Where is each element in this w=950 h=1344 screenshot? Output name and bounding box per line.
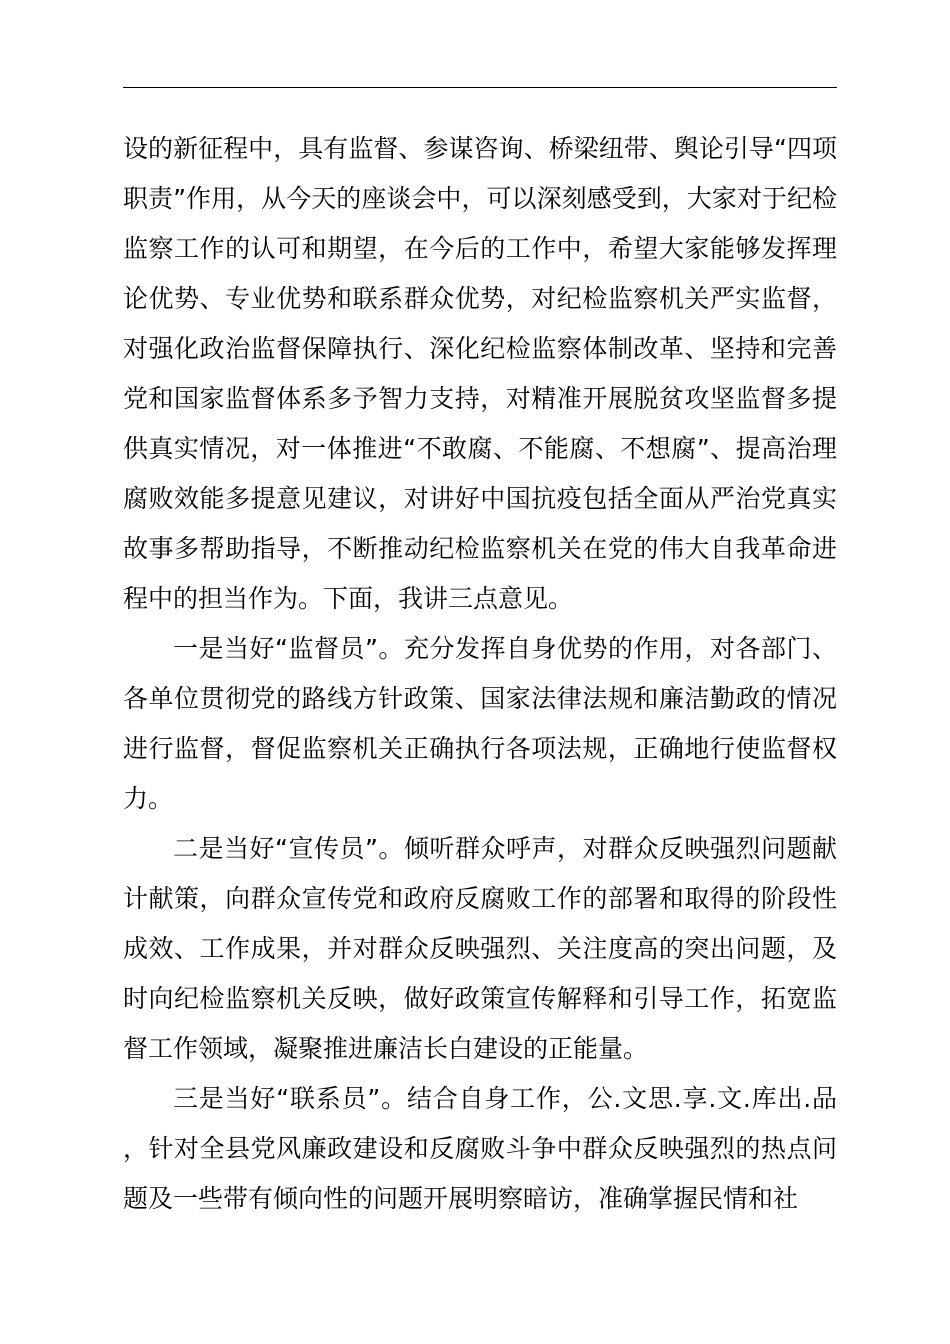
- body-paragraph: 一是当好“监督员”。充分发挥自身优势的作用，对各部门、各单位贯彻党的路线方针政策、国家法律法规和廉洁勤政的情况进行监督，督促监察机关正确执行各项法规，正确地行使监督权力。: [123, 634, 837, 813]
- body-paragraph: 二是当好“宣传员”。倾听群众呼声，对群众反映强烈问题献计献策，向群众宣传党和政府反腐败工作的部署和取得的阶段性成效、工作成果，并对群众反映强烈、关注度高的突出问题，及时向纪检监察机关反映，做好政策宣传解释和引导工作，拓宽监督工作领域，凝聚推进廉洁长白建设的正能量。: [123, 834, 837, 1063]
- body-paragraph: 设的新征程中，具有监督、参谋咨询、桥梁纽带、舆论引导“四项职责”作用，从今天的座谈会中，可以深刻感受到，大家对于纪检监察工作的认可和期望，在今后的工作中，希望大家能够发挥理论优势、专业优势和联系群众优势，对纪检监察机关严实监督，对强化政治监督保障执行、深化纪检监察体制改革、坚持和完善党和国家监督体系多予智力支持，对精准开展脱贫攻坚监督多提供真实情况，对一体推进“不敢腐、不能腐、不想腐”、提高治理腐败效能多提意见建议，对讲好中国抗疫包括全面从严治党真实故事多帮助指导，不断推动纪检监察机关在党的伟大自我革命进程中的担当作为。下面，我讲三点意见。: [123, 134, 837, 613]
- body-paragraph: 三是当好“联系员”。结合自身工作，公.文思.享.文.库出.品，针对全县党风廉政建设和反腐败斗争中群众反映强烈的热点问题及一些带有倾向性的问题开展明察暗访，准确掌握民情和社: [123, 1084, 837, 1213]
- document-body: [123, 124, 837, 1224]
- header-rule: [123, 87, 837, 88]
